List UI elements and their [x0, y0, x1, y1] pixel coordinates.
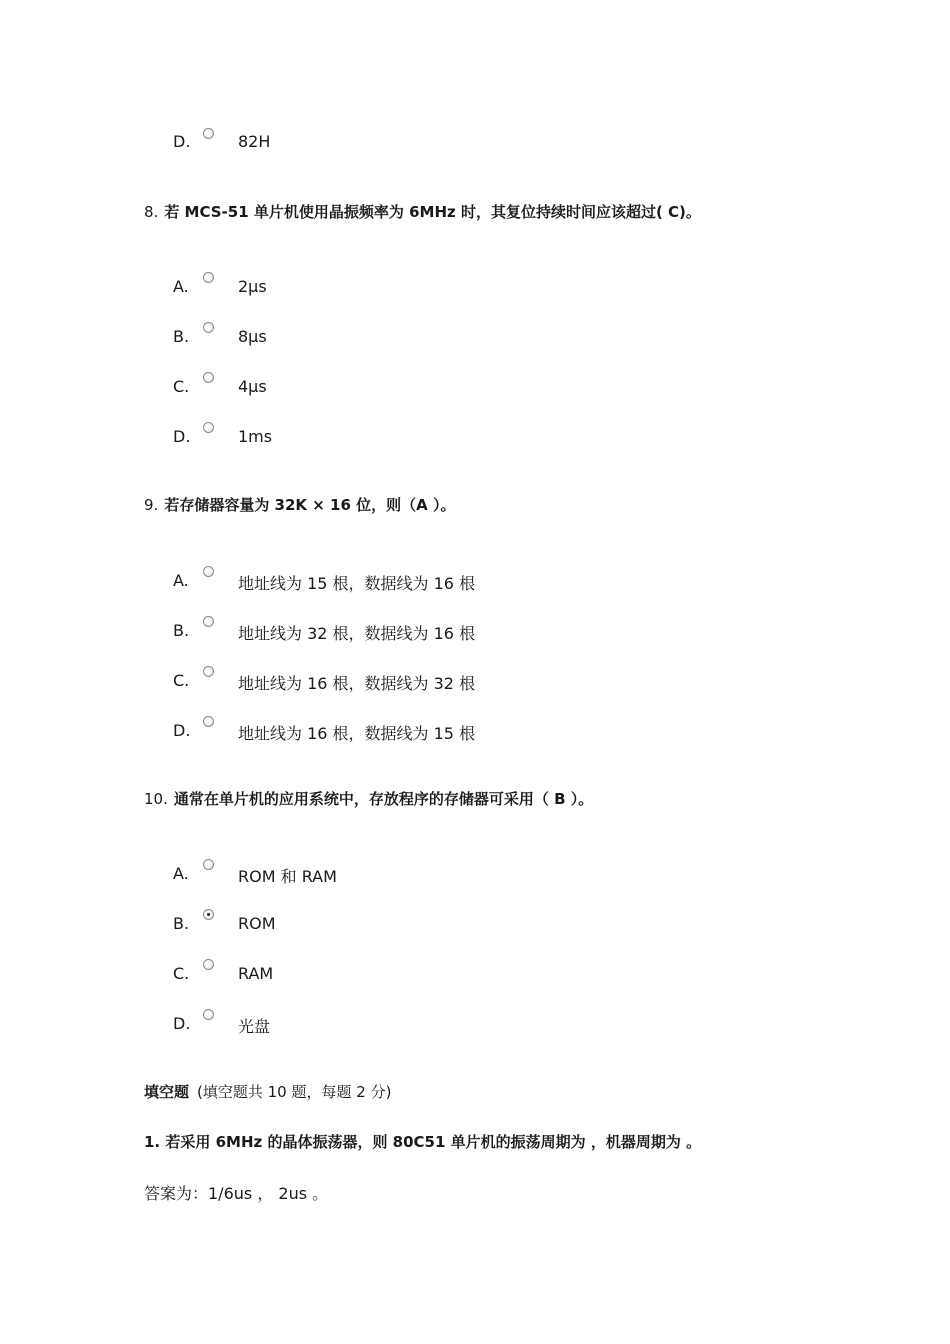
question-8 — [144, 201, 701, 222]
question-number: 8. — [144, 203, 159, 221]
option-text: ROM — [238, 914, 276, 933]
radio-button[interactable] — [203, 716, 214, 727]
option-text: 光盘 — [238, 1017, 271, 1036]
option-letter: A. — [173, 571, 189, 590]
radio-button[interactable] — [203, 566, 214, 577]
radio-button-selected[interactable] — [203, 909, 214, 920]
radio-button[interactable] — [203, 859, 214, 870]
question-number: 9. — [144, 496, 159, 514]
option-text: 2μs — [238, 277, 267, 296]
option-text: ROM 和 RAM — [238, 867, 337, 886]
option-letter: B. — [173, 327, 190, 346]
option-text: 地址线为 16 根，数据线为 32 根 — [238, 674, 476, 693]
radio-button[interactable] — [203, 322, 214, 333]
option-letter: D. — [173, 721, 191, 740]
option-text: 地址线为 15 根，数据线为 16 根 — [238, 574, 476, 593]
option-letter: C. — [173, 964, 190, 983]
section-header — [144, 1081, 391, 1102]
option-letter: D. — [173, 1014, 191, 1033]
option-text: RAM — [238, 964, 274, 983]
option-letter: D. — [173, 132, 191, 151]
section-note: (填空题共 10 题，每题 2 分) — [197, 1083, 392, 1101]
option-letter: D. — [173, 427, 191, 446]
fill-question-1: 1. 若采用 6MHz 的晶体振荡器，则 80C51 单片机的振荡周期为 ，机器周期为 。 — [144, 1133, 702, 1151]
question-9 — [144, 494, 455, 515]
option-letter: A. — [173, 864, 189, 883]
question-text: 若存储器容量为 32K × 16 位，则（A ）。 — [164, 496, 456, 514]
option-letter: A. — [173, 277, 189, 296]
radio-button[interactable] — [203, 616, 214, 627]
radio-button[interactable] — [203, 1009, 214, 1020]
option-letter: C. — [173, 671, 190, 690]
option-letter: B. — [173, 914, 190, 933]
radio-button[interactable] — [203, 959, 214, 970]
question-10 — [144, 788, 593, 809]
answer-text: 答案为：1/6us ， 2us 。 — [144, 1184, 329, 1203]
question-text: 通常在单片机的应用系统中，存放程序的存储器可采用（ B ）。 — [173, 790, 594, 808]
question-text: 若 MCS-51 单片机使用晶振频率为 6MHz 时，其复位持续时间应该超过( C)。 — [164, 203, 701, 221]
radio-button[interactable] — [203, 422, 214, 433]
option-text: 4μs — [238, 377, 267, 396]
radio-button[interactable] — [203, 272, 214, 283]
radio-button[interactable] — [203, 128, 214, 139]
option-text: 8μs — [238, 327, 267, 346]
option-letter: C. — [173, 377, 190, 396]
option-text: 地址线为 32 根，数据线为 16 根 — [238, 624, 476, 643]
question-number: 10. — [144, 790, 168, 808]
section-title: 填空题 — [144, 1083, 190, 1101]
option-text: 82H — [238, 132, 271, 151]
radio-button[interactable] — [203, 372, 214, 383]
option-text: 地址线为 16 根，数据线为 15 根 — [238, 724, 476, 743]
option-letter: B. — [173, 621, 190, 640]
option-text: 1ms — [238, 427, 273, 446]
radio-button[interactable] — [203, 666, 214, 677]
